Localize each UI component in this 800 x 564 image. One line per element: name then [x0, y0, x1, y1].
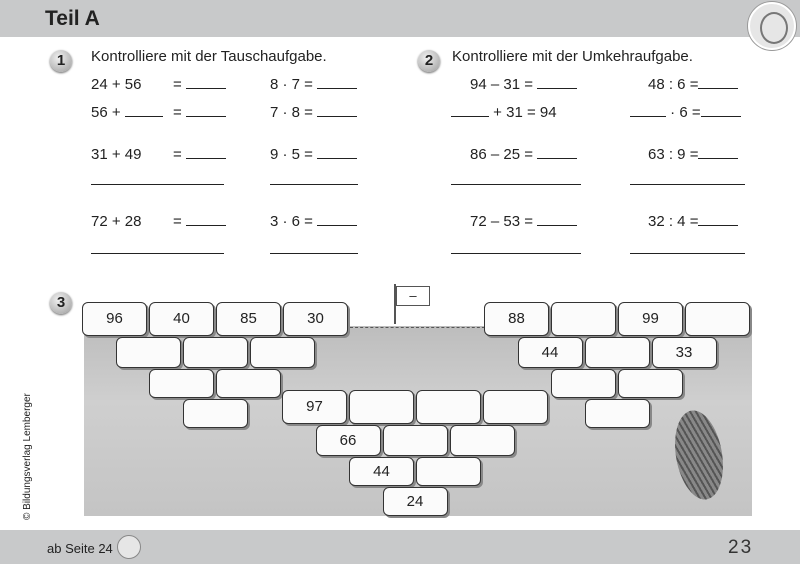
- answer-line[interactable]: [317, 225, 357, 226]
- pyramid-brick[interactable]: [250, 337, 315, 368]
- t1-eq: =: [173, 104, 182, 121]
- writing-line[interactable]: [451, 184, 581, 185]
- answer-line[interactable]: [537, 88, 577, 89]
- page-reference: ab Seite 24: [47, 541, 113, 556]
- pyramid-brick[interactable]: 30: [283, 302, 348, 336]
- grass-line: [350, 316, 490, 328]
- mascot-small-icon: [117, 535, 141, 559]
- copyright: © Bildungsverlag Lemberger: [22, 393, 33, 520]
- pyramid-brick[interactable]: 66: [316, 425, 381, 456]
- pyramid-brick[interactable]: [349, 390, 414, 424]
- pyramid-brick[interactable]: [116, 337, 181, 368]
- pyramid-brick[interactable]: [416, 390, 481, 424]
- writing-line[interactable]: [630, 184, 745, 185]
- answer-line[interactable]: [317, 158, 357, 159]
- t1-eq: =: [173, 76, 182, 93]
- pyramid-brick[interactable]: [551, 369, 616, 398]
- t1-expr: 24 + 56: [91, 76, 142, 93]
- t2-expr: 94 – 31 =: [470, 76, 533, 93]
- pyramid-brick[interactable]: 33: [652, 337, 717, 368]
- pyramid-brick[interactable]: 44: [518, 337, 583, 368]
- writing-line[interactable]: [91, 184, 224, 185]
- header-bar: [0, 0, 800, 37]
- pyramid-brick[interactable]: [183, 337, 248, 368]
- pyramid-brick[interactable]: 24: [383, 487, 448, 516]
- pyramid-brick[interactable]: 96: [82, 302, 147, 336]
- answer-line[interactable]: [698, 225, 738, 226]
- writing-line[interactable]: [91, 253, 224, 254]
- pyramid-brick[interactable]: 99: [618, 302, 683, 336]
- t1-eq: =: [173, 146, 182, 163]
- t1-expr: 56 +: [91, 104, 121, 121]
- writing-line[interactable]: [630, 253, 745, 254]
- page-number: 23: [728, 537, 754, 558]
- t1-eq: =: [173, 213, 182, 230]
- t1-expr: 31 + 49: [91, 146, 142, 163]
- t2-expr2: 48 : 6 =: [648, 76, 699, 93]
- answer-line[interactable]: [451, 116, 489, 117]
- pyramid-brick[interactable]: [585, 399, 650, 428]
- writing-line[interactable]: [270, 253, 358, 254]
- answer-line[interactable]: [186, 225, 226, 226]
- pyramid-brick[interactable]: [483, 390, 548, 424]
- pyramid-brick[interactable]: [149, 369, 214, 398]
- pyramid-brick[interactable]: [216, 369, 281, 398]
- pyramid-brick[interactable]: [183, 399, 248, 428]
- t2-expr: 86 – 25 =: [470, 146, 533, 163]
- task-number-1: 1: [50, 50, 72, 72]
- pyramid-brick[interactable]: [685, 302, 750, 336]
- task-number-3: 3: [50, 292, 72, 314]
- t2-expr: + 31 = 94: [493, 104, 557, 121]
- pyramid-brick[interactable]: 44: [349, 457, 414, 486]
- page-title: Teil A: [45, 7, 100, 30]
- answer-line[interactable]: [317, 116, 357, 117]
- answer-line[interactable]: [698, 88, 738, 89]
- t1-expr2: 9 · 5 =: [270, 146, 313, 163]
- mascot-logo-icon: [748, 2, 796, 50]
- pyramid-brick[interactable]: [450, 425, 515, 456]
- t1-expr2: 7 · 8 =: [270, 104, 313, 121]
- writing-line[interactable]: [451, 253, 581, 254]
- pyramid-brick[interactable]: 88: [484, 302, 549, 336]
- t2-expr2: 32 : 4 =: [648, 213, 699, 230]
- t1-expr2: 3 · 6 =: [270, 213, 313, 230]
- pyramid-brick[interactable]: [416, 457, 481, 486]
- pyramid-brick[interactable]: 40: [149, 302, 214, 336]
- t1-expr: 72 + 28: [91, 213, 142, 230]
- task2-instruction: Kontrolliere mit der Umkehraufgabe.: [452, 48, 693, 65]
- pyramid-brick[interactable]: 97: [282, 390, 347, 424]
- t1-expr2: 8 · 7 =: [270, 76, 313, 93]
- operation-flag: –: [396, 286, 430, 306]
- answer-line[interactable]: [630, 116, 666, 117]
- answer-line[interactable]: [698, 158, 738, 159]
- answer-line[interactable]: [186, 88, 226, 89]
- answer-line[interactable]: [537, 158, 577, 159]
- task-number-2: 2: [418, 50, 440, 72]
- task1-instruction: Kontrolliere mit der Tauschaufgabe.: [91, 48, 327, 65]
- answer-line[interactable]: [537, 225, 577, 226]
- pyramid-brick[interactable]: [551, 302, 616, 336]
- pyramid-brick[interactable]: [618, 369, 683, 398]
- writing-line[interactable]: [270, 184, 358, 185]
- t2-expr: 72 – 53 =: [470, 213, 533, 230]
- pyramid-brick[interactable]: [585, 337, 650, 368]
- t2-expr2: 63 : 9 =: [648, 146, 699, 163]
- answer-line[interactable]: [186, 158, 226, 159]
- pyramid-brick[interactable]: [383, 425, 448, 456]
- answer-line[interactable]: [317, 88, 357, 89]
- answer-line[interactable]: [125, 116, 163, 117]
- pyramid-brick[interactable]: 85: [216, 302, 281, 336]
- answer-line[interactable]: [701, 116, 741, 117]
- t2-expr2: · 6 =: [670, 104, 701, 121]
- answer-line[interactable]: [186, 116, 226, 117]
